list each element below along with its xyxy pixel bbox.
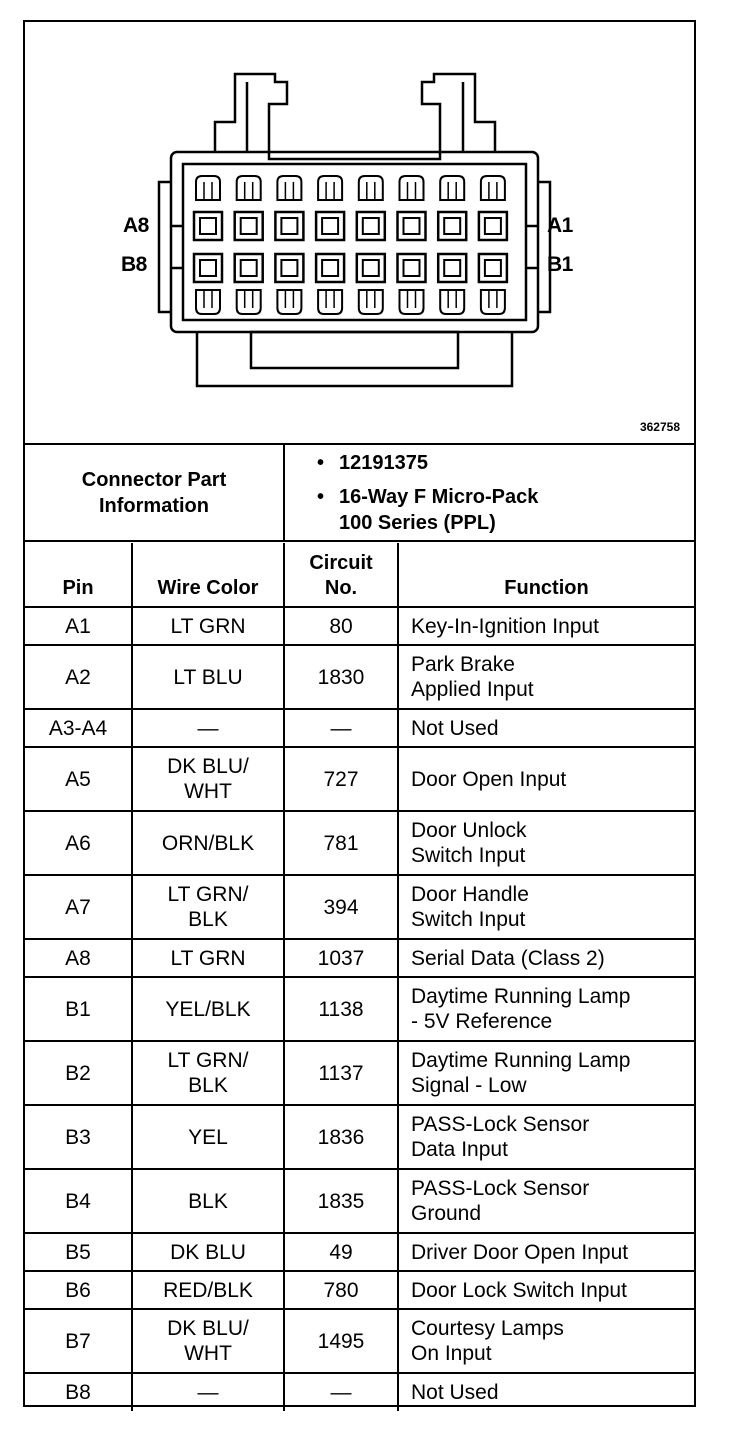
- pin-cell: A6: [25, 811, 132, 875]
- table-row: [25, 1373, 694, 1411]
- pin-table: [25, 543, 694, 1411]
- terminal-latch-bottom: [237, 290, 261, 314]
- figure-id: 362758: [639, 420, 680, 434]
- circuit-no-cell: 49: [284, 1233, 398, 1271]
- function-line2: Switch Input: [411, 844, 526, 867]
- cavity-row-b: [194, 254, 222, 282]
- cavity-row-a: [275, 212, 303, 240]
- part-info-heading: [25, 445, 284, 541]
- table-row: [25, 607, 694, 645]
- table-row: [25, 1041, 694, 1105]
- wire-color-cell: [132, 939, 284, 977]
- pin-cell: B1: [25, 977, 132, 1041]
- function-line1: Not Used: [411, 716, 499, 740]
- pin-cell: A7: [25, 875, 132, 939]
- wire-color-line1: LT BLU: [173, 665, 243, 689]
- pin-label-a8: A8: [123, 214, 149, 237]
- part-number-item: [317, 450, 694, 476]
- circuit-no-cell: 1836: [284, 1105, 398, 1169]
- cavity-row-b: [479, 254, 507, 282]
- function-line1: Door Lock Switch Input: [411, 1278, 627, 1302]
- terminal-latch-top: [400, 176, 424, 200]
- header-circuit-line1: Circuit: [309, 552, 373, 574]
- table-row: [25, 1309, 694, 1373]
- circuit-no-cell: 780: [284, 1271, 398, 1309]
- pin-label-b1: B1: [547, 253, 573, 276]
- pin-cell: B5: [25, 1233, 132, 1271]
- terminal-latch-top: [196, 176, 220, 200]
- circuit-no-cell: 394: [284, 875, 398, 939]
- cavity-row-a: [357, 212, 385, 240]
- pin-cell: A3-A4: [25, 709, 132, 747]
- wire-color-line1: DK BLU: [170, 1240, 246, 1264]
- function-line1: Courtesy Lamps: [411, 1317, 564, 1340]
- pin-cell: B7: [25, 1309, 132, 1373]
- table-row: [25, 709, 694, 747]
- terminal-latch-bottom: [196, 290, 220, 314]
- connector-diagram: [25, 22, 694, 445]
- wire-color-cell: [132, 811, 284, 875]
- function-cell: [398, 1271, 694, 1309]
- wire-color-cell: [132, 1041, 284, 1105]
- function-line1: PASS-Lock Sensor: [411, 1177, 590, 1200]
- function-cell: [398, 1169, 694, 1233]
- function-cell: [398, 875, 694, 939]
- wire-color-line2: WHT: [184, 780, 232, 803]
- part-info-heading-line2: Information: [99, 494, 209, 517]
- header-circuit-line2: No.: [324, 577, 358, 599]
- cavity-row-a: [479, 212, 507, 240]
- wire-color-cell: [132, 607, 284, 645]
- pin-table-header: [25, 543, 694, 607]
- circuit-no-cell: 1495: [284, 1309, 398, 1373]
- table-row: [25, 1169, 694, 1233]
- function-cell: [398, 645, 694, 709]
- circuit-no-cell: 1137: [284, 1041, 398, 1105]
- cavity-row-a: [194, 212, 222, 240]
- function-line1: Door Open Input: [411, 767, 567, 791]
- function-line1: Not Used: [411, 1381, 499, 1404]
- table-row: [25, 977, 694, 1041]
- function-line1: PASS-Lock Sensor: [411, 1113, 590, 1136]
- cavity-row-b: [316, 254, 344, 282]
- wire-color-line2: WHT: [184, 1342, 232, 1365]
- cavity-row-a: [398, 212, 426, 240]
- wire-color-line1: —: [197, 716, 219, 740]
- terminal-latch-bottom: [400, 290, 424, 314]
- wire-color-line1: LT GRN: [170, 946, 246, 970]
- terminal-latch-top: [440, 176, 464, 200]
- terminal-latch-top: [481, 176, 505, 200]
- table-row: [25, 811, 694, 875]
- wire-color-cell: [132, 1373, 284, 1411]
- terminal-latch-top: [237, 176, 261, 200]
- function-line1: Driver Door Open Input: [411, 1240, 629, 1264]
- latch-outline: [215, 74, 495, 159]
- terminal-latch-bottom: [440, 290, 464, 314]
- circuit-no-cell: 1830: [284, 645, 398, 709]
- circuit-no-cell: 1037: [284, 939, 398, 977]
- table-row: [25, 645, 694, 709]
- function-line1: Serial Data (Class 2): [411, 946, 605, 970]
- function-line2: - 5V Reference: [411, 1010, 553, 1033]
- pin-cell: B6: [25, 1271, 132, 1309]
- connector-part-info: [25, 445, 694, 542]
- pin-cell: A5: [25, 747, 132, 811]
- part-number: 12191375: [339, 451, 428, 474]
- cavity-row-a: [316, 212, 344, 240]
- wire-color-line1: ORN/BLK: [161, 831, 255, 855]
- cavity-row-a: [438, 212, 466, 240]
- function-line2: Signal - Low: [411, 1074, 527, 1097]
- header-function: Function: [398, 543, 694, 607]
- table-row: [25, 1105, 694, 1169]
- pin-cell: B3: [25, 1105, 132, 1169]
- header-wire-color: Wire Color: [132, 543, 284, 607]
- pin-label-b8: B8: [121, 253, 147, 276]
- function-cell: [398, 1373, 694, 1411]
- function-cell: [398, 607, 694, 645]
- pin-cell: A8: [25, 939, 132, 977]
- wire-color-line1: DK BLU/: [167, 755, 249, 778]
- terminal-latch-bottom: [318, 290, 342, 314]
- wire-color-line1: —: [197, 1381, 219, 1404]
- function-cell: [398, 1041, 694, 1105]
- circuit-no-cell: 727: [284, 747, 398, 811]
- bullet-icon: •: [317, 451, 325, 474]
- wire-color-cell: [132, 1309, 284, 1373]
- function-line2: Switch Input: [411, 908, 526, 931]
- header-circuit-no: [284, 543, 398, 607]
- wire-color-line1: LT GRN/: [167, 1049, 249, 1072]
- wire-color-cell: [132, 645, 284, 709]
- table-row: [25, 747, 694, 811]
- wire-color-line1: RED/BLK: [163, 1278, 253, 1302]
- table-row: [25, 875, 694, 939]
- connector-type-line2: 100 Series (PPL): [339, 511, 496, 534]
- function-cell: [398, 939, 694, 977]
- function-line1: Door Unlock: [411, 819, 527, 842]
- part-info-details: [284, 445, 694, 541]
- function-cell: [398, 1105, 694, 1169]
- function-line2: Data Input: [411, 1138, 508, 1161]
- terminal-latch-bottom: [359, 290, 383, 314]
- cavity-row-b: [357, 254, 385, 282]
- wire-color-cell: [132, 1233, 284, 1271]
- function-cell: [398, 1309, 694, 1373]
- wire-color-cell: [132, 1169, 284, 1233]
- header-pin: Pin: [25, 543, 132, 607]
- function-line1: Park Brake: [411, 653, 515, 676]
- function-cell: [398, 1233, 694, 1271]
- circuit-no-cell: —: [284, 1373, 398, 1411]
- function-cell: [398, 709, 694, 747]
- connector-type-line1: 16-Way F Micro-Pack: [339, 485, 539, 508]
- pin-cell: A1: [25, 607, 132, 645]
- function-line1: Daytime Running Lamp: [411, 1049, 631, 1072]
- wire-color-line1: DK BLU/: [167, 1317, 249, 1340]
- pin-cell: B2: [25, 1041, 132, 1105]
- wire-color-line1: YEL/BLK: [165, 997, 251, 1021]
- pin-cell: B8: [25, 1373, 132, 1411]
- function-line2: On Input: [411, 1342, 492, 1365]
- wire-color-cell: [132, 747, 284, 811]
- wire-color-line1: LT GRN: [170, 614, 246, 638]
- cavity-row-a: [235, 212, 263, 240]
- wire-color-cell: [132, 1271, 284, 1309]
- wire-color-cell: [132, 875, 284, 939]
- part-info-heading-line1: Connector Part: [81, 468, 227, 491]
- circuit-no-cell: 781: [284, 811, 398, 875]
- wire-color-line1: YEL: [188, 1125, 228, 1149]
- wire-color-line1: BLK: [188, 1189, 228, 1213]
- cavity-row-b: [275, 254, 303, 282]
- table-row: [25, 1271, 694, 1309]
- function-line1: Door Handle: [411, 883, 529, 906]
- pin-cell: A2: [25, 645, 132, 709]
- function-cell: [398, 811, 694, 875]
- connector-type-item: [317, 484, 694, 536]
- wire-color-cell: [132, 709, 284, 747]
- function-line2: Ground: [411, 1202, 482, 1225]
- terminal-latch-bottom: [481, 290, 505, 314]
- pin-cell: B4: [25, 1169, 132, 1233]
- bullet-icon: •: [317, 485, 325, 508]
- function-cell: [398, 977, 694, 1041]
- wire-color-line1: LT GRN/: [167, 883, 249, 906]
- cavity-row-b: [438, 254, 466, 282]
- circuit-no-cell: 1835: [284, 1169, 398, 1233]
- terminal-latch-top: [277, 176, 301, 200]
- document-frame: [23, 20, 696, 1407]
- wire-color-cell: [132, 977, 284, 1041]
- terminal-latch-top: [359, 176, 383, 200]
- wire-color-line2: BLK: [188, 908, 228, 931]
- circuit-no-cell: 1138: [284, 977, 398, 1041]
- terminal-latch-top: [318, 176, 342, 200]
- function-line1: Daytime Running Lamp: [411, 985, 631, 1008]
- pin-label-a1: A1: [547, 214, 573, 237]
- function-cell: [398, 747, 694, 811]
- table-row: [25, 1233, 694, 1271]
- function-line1: Key-In-Ignition Input: [411, 614, 599, 638]
- circuit-no-cell: 80: [284, 607, 398, 645]
- cavity-row-b: [235, 254, 263, 282]
- function-line2: Applied Input: [411, 678, 534, 701]
- circuit-no-cell: —: [284, 709, 398, 747]
- terminal-latch-bottom: [277, 290, 301, 314]
- table-row: [25, 939, 694, 977]
- cavity-row-b: [398, 254, 426, 282]
- wire-color-line2: BLK: [188, 1074, 228, 1097]
- wire-color-cell: [132, 1105, 284, 1169]
